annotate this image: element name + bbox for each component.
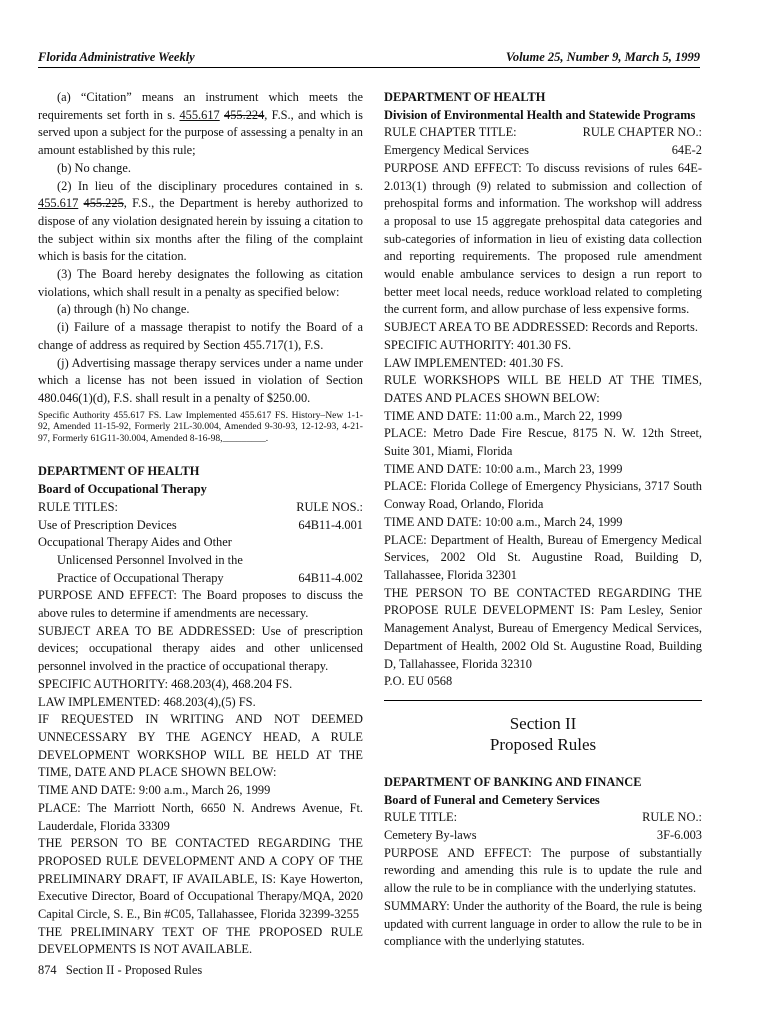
rule-entry: Use of Prescription Devices 64B11-4.001 bbox=[38, 517, 363, 532]
paragraph: (j) Advertising massage therapy services under a name under which a license has not been issued in violation of Section 480.046(1)(d), F.S. shall result in a penalty of $250.00. bbox=[38, 355, 363, 405]
paragraph: (b) No change. bbox=[57, 160, 131, 175]
purpose-and-effect: PURPOSE AND EFFECT: To discuss revisions of rules 64E-2.013(1) through (9) related to submission and collection of prehospital forms and information. The workshop will address a proposal to use 15 aggregate prehospital data categories and sub-categories of information in lieu of existing data collection and reporting requirements. The proposed rule amendment would enable ambulance services to design a run report to better meet local needs, reduce workload related to completing the current form, and allow purchase of less expensive forms. bbox=[384, 160, 702, 317]
paragraph: (i) Failure of a massage therapist to notify the Board of a change of address as required by Section 455.717(1), F.S. bbox=[38, 320, 363, 352]
left-column bbox=[38, 89, 363, 959]
workshop-time: TIME AND DATE: 10:00 a.m., March 24, 1999 bbox=[384, 514, 623, 529]
rule-entry: Cemetery By-laws 3F-6.003 bbox=[384, 828, 702, 843]
header-rule bbox=[38, 67, 700, 68]
board-heading: Board of Funeral and Cemetery Services bbox=[384, 792, 600, 807]
preliminary-text-notice: THE PRELIMINARY TEXT OF THE PROPOSED RULE DEVELOPMENTS IS NOT AVAILABLE. bbox=[38, 924, 363, 957]
division-heading: Division of Environmental Health and Statewide Programs bbox=[384, 107, 696, 122]
publication-title: Florida Administrative Weekly bbox=[38, 50, 195, 64]
section-divider bbox=[384, 700, 702, 701]
law-implemented: LAW IMPLEMENTED: 468.203(4),(5) FS. bbox=[38, 694, 256, 709]
workshop-place: PLACE: Metro Dade Fire Rescue, 8175 N. W. 12th Street, Suite 301, Miami, Florida bbox=[384, 426, 702, 459]
po-number: P.O. EU 0568 bbox=[384, 674, 453, 689]
workshop-place: PLACE: Florida College of Emergency Physicians, 3717 South Conway Road, Orlando, Florida bbox=[384, 479, 702, 512]
contact-person: THE PERSON TO BE CONTACTED REGARDING THE PROPOSE RULE DEVELOPMENT IS: Pam Lesley, Senior Management Analyst, Bureau of Emergency Medical Services, Department of Health, 2002 Old St. Augustine Road, Building D, Tallahassee, Florida 32310 bbox=[384, 585, 702, 671]
specific-authority: SPECIFIC AUTHORITY: 468.203(4), 468.204 FS. bbox=[38, 676, 293, 691]
law-implemented: LAW IMPLEMENTED: 401.30 FS. bbox=[384, 355, 564, 370]
issue-info: Volume 25, Number 9, March 5, 1999 bbox=[505, 50, 700, 64]
workshop-place: PLACE: Department of Health, Bureau of Emergency Medical Services, 2002 Old St. Augustine Road, Building D, Tallahassee, Florida 32301 bbox=[384, 532, 702, 582]
workshop-time: TIME AND DATE: 9:00 a.m., March 26, 1999 bbox=[38, 783, 271, 798]
specific-authority: SPECIFIC AUTHORITY: 401.30 FS. bbox=[384, 337, 572, 352]
paragraph-citation-definition: (a) “Citation” means an instrument which meets the requirements set forth in s. 455.617 455.224, F.S., and which is served upon a subject for the purpose of assessing a penalty in an amount established by this rule; bbox=[38, 90, 363, 158]
workshop-place: PLACE: The Marriott North, 6650 N. Andrews Avenue, Ft. Lauderdale, Florida 33309 bbox=[38, 800, 363, 833]
contact-person: THE PERSON TO BE CONTACTED REGARDING THE PROPOSED RULE DEVELOPMENT AND A COPY OF THE PRELIMINARY DRAFT, IF AVAILABLE, IS: Kaye Howerton, Executive Director, Board of Occupational Therapy/MQA, 2020 Capital Circle, S. E., Bin #C05, Tallahassee, Florida 32399-3255 bbox=[38, 836, 363, 922]
paragraph: (3) The Board hereby designates the following as citation violations, which shall result in a penalty as specified below: bbox=[38, 267, 363, 299]
rule-title-header: RULE TITLE: RULE NO.: bbox=[384, 810, 702, 825]
struck-statute-ref: 455.225 bbox=[83, 196, 124, 211]
subject-area: SUBJECT AREA TO BE ADDRESSED: Records and Reports. bbox=[384, 320, 698, 335]
workshop-notice: RULE WORKSHOPS WILL BE HELD AT THE TIMES, DATES AND PLACES SHOWN BELOW: bbox=[384, 373, 702, 405]
section-title: Section II bbox=[509, 713, 577, 733]
rule-entry: Occupational Therapy Aides and Other Unlicensed Personnel Involved in the Practice of Occupational Therapy 64B11-4.002 bbox=[38, 535, 363, 585]
page-footer: 874 Section II - Proposed Rules bbox=[38, 963, 203, 977]
section-subtitle: Proposed Rules bbox=[489, 734, 597, 754]
subject-area: SUBJECT AREA TO BE ADDRESSED: Use of prescription devices; occupational therapy aides and other unlicensed personnel involved in the practice of occupational therapy. bbox=[38, 623, 363, 674]
new-statute-ref: 455.617 bbox=[179, 107, 220, 122]
department-heading: DEPARTMENT OF HEALTH bbox=[384, 90, 546, 104]
rule-entry: Emergency Medical Services 64E-2 bbox=[384, 143, 702, 158]
paragraph-disciplinary: (2) In lieu of the disciplinary procedures contained in s. 455.617 455.225, F.S., the Department is hereby authorized to dispose of any violation designated herein by issuing a citation to the subject within six months after the filing of the complaint which is basis for the citation. bbox=[38, 178, 363, 264]
right-column bbox=[384, 89, 702, 951]
summary: SUMMARY: Under the authority of the Board, the rule is being updated with current language in order to allow the rule to be in compliance with the underlying statutes. bbox=[384, 898, 702, 949]
paragraph: (a) through (h) No change. bbox=[57, 302, 190, 317]
workshop-time: TIME AND DATE: 10:00 a.m., March 23, 1999 bbox=[384, 461, 623, 476]
department-heading: DEPARTMENT OF HEALTH bbox=[38, 464, 200, 479]
rule-titles-header: RULE TITLES: RULE NOS.: bbox=[38, 499, 363, 514]
rule-chapter-header: RULE CHAPTER TITLE: RULE CHAPTER NO.: bbox=[384, 125, 702, 140]
workshop-notice: IF REQUESTED IN WRITING AND NOT DEEMED UNNECESSARY BY THE AGENCY HEAD, A RULE DEVELOPMENT WORKSHOP WILL BE HELD AT THE TIME, DATE AND PLACE SHOWN BELOW: bbox=[38, 712, 363, 780]
history-note: Specific Authority 455.617 FS. Law Implemented 455.617 FS. History–New 1-1-92, Amended 11-15-92, Formerly 21L-30.004, Amended 9-30-93, 12-12-93, 4-21-97, Formerly 61G11-30.004, Amended 8-16-98,_________. bbox=[38, 409, 363, 444]
department-heading: DEPARTMENT OF BANKING AND FINANCE bbox=[384, 774, 642, 789]
board-heading: Board of Occupational Therapy bbox=[38, 482, 207, 497]
purpose-and-effect: PURPOSE AND EFFECT: The Board proposes to discuss the above rules to determine if amendments are necessary. bbox=[38, 588, 363, 621]
purpose-and-effect: PURPOSE AND EFFECT: The purpose of substantially rewording and amending this rule is to update the rule and allow the rule to be in compliance with the underlying statutes. bbox=[384, 845, 702, 896]
running-header bbox=[38, 50, 700, 66]
struck-statute-ref: 455.224 bbox=[224, 107, 265, 122]
new-statute-ref: 455.617 bbox=[38, 196, 79, 211]
workshop-time: TIME AND DATE: 11:00 a.m., March 22, 1999 bbox=[384, 408, 623, 423]
